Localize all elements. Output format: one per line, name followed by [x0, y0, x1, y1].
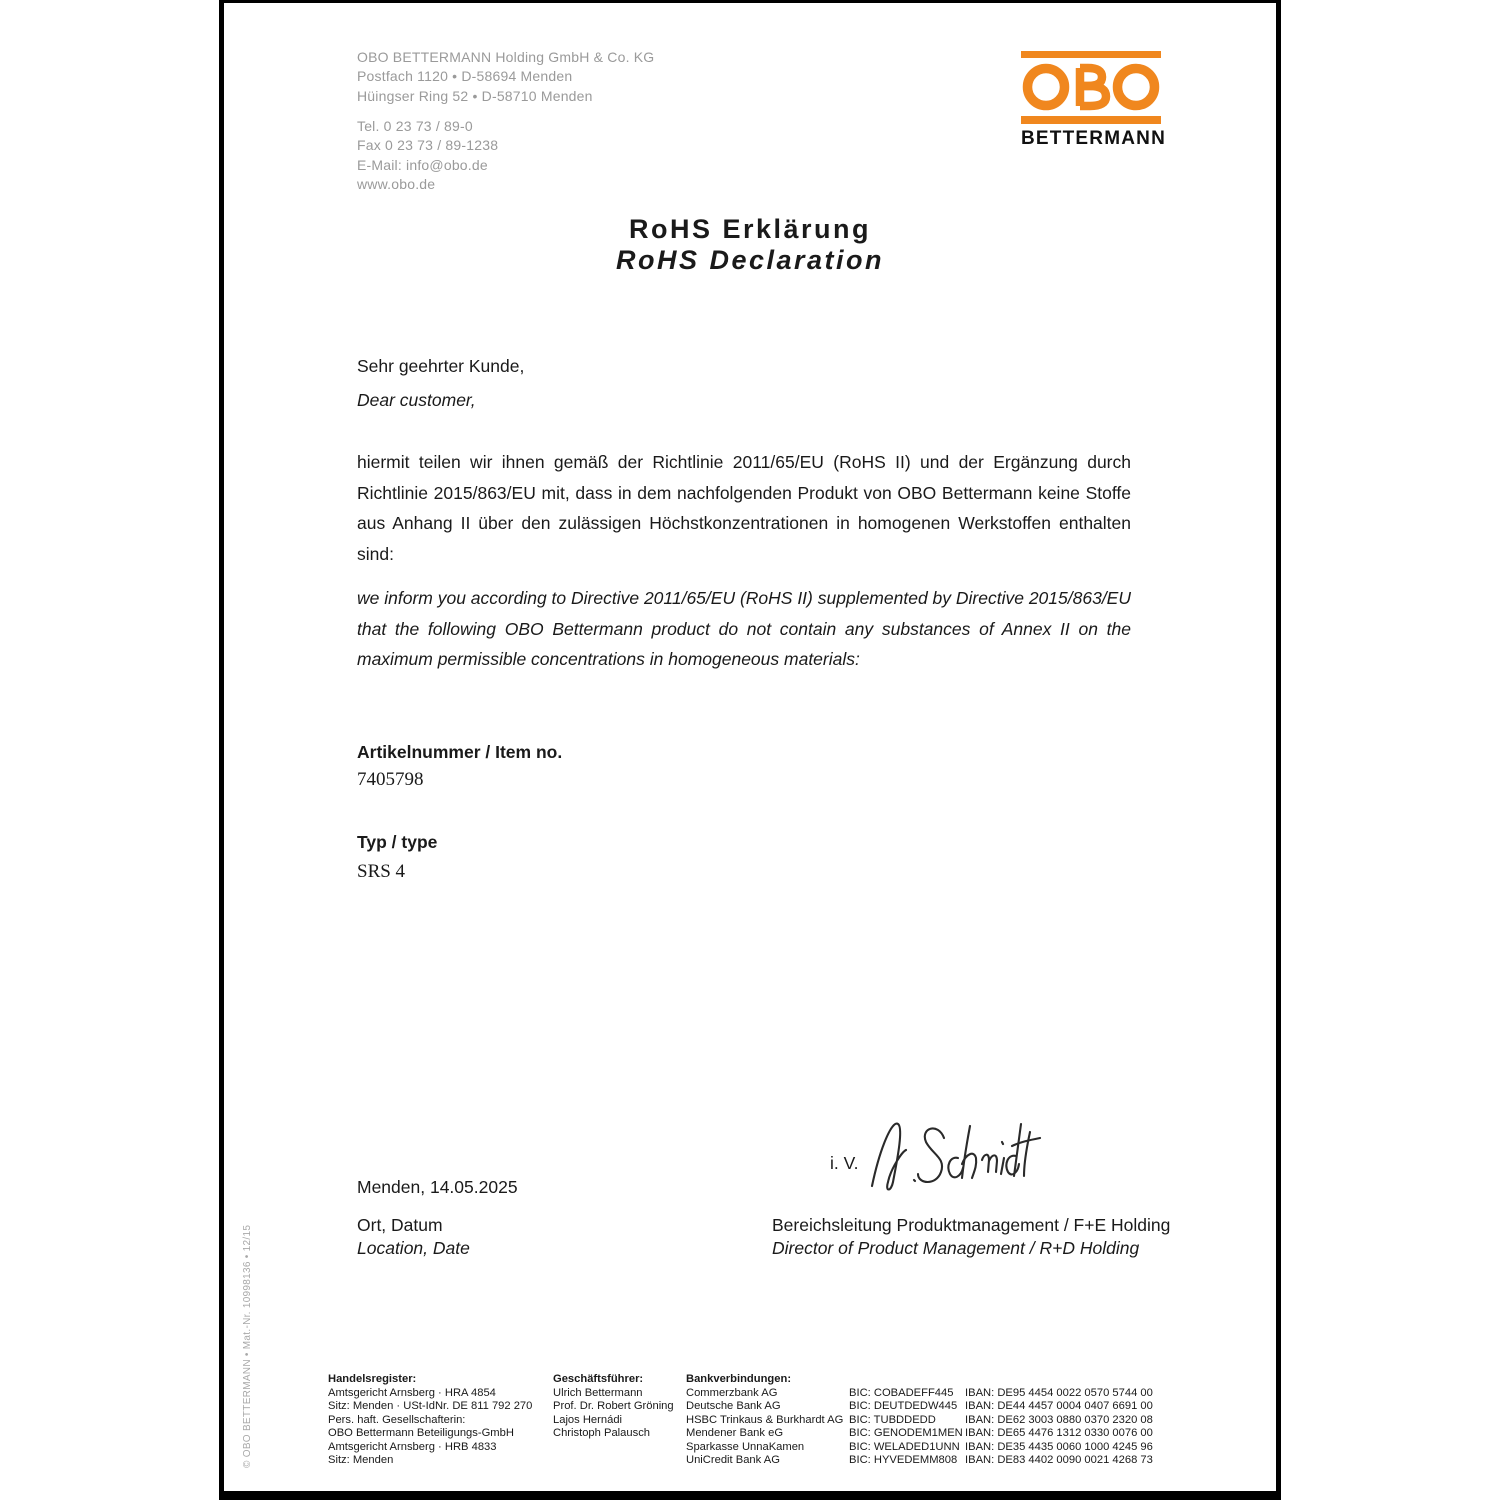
bank-name: Sparkasse UnnaKamen — [686, 1440, 805, 1453]
bank-name: Commerzbank AG — [686, 1386, 778, 1399]
footer-register-line: Amtsgericht Arnsberg · HRA 4854 — [328, 1386, 496, 1399]
title-german: RoHS Erklärung — [628, 214, 872, 244]
phone-line: Tel. 0 23 73 / 89-0 — [357, 118, 473, 134]
salutation-german: Sehr geehrter Kunde, — [357, 356, 525, 376]
signature-prefix: i. V. — [830, 1153, 859, 1173]
place-date-label-german: Ort, Datum — [357, 1215, 443, 1235]
email-line: E-Mail: info@obo.de — [357, 156, 488, 173]
bank-iban: IBAN: DE65 4476 1312 0330 0076 00 — [965, 1427, 1153, 1439]
body-paragraph-german: hiermit teilen wir ihnen gemäß der Richtlinie 2011/65/EU (RoHS II) und der Ergänzung durch Richtlinie 2015/863/EU mit, dass in dem nachfolgenden Produkt von OBO Bettermann keine Stoffe aus Anhang II über den zulässigen Höchstkonzentrationen in homogenen Werkstoffen enthalten sind: — [357, 452, 1131, 564]
sender-contact-block — [357, 117, 498, 194]
bank-bic: BIC: GENODEM1MEN — [849, 1427, 963, 1439]
logo-bottom-bar-icon — [1021, 116, 1161, 124]
title-english: RoHS Declaration — [615, 245, 885, 275]
bank-iban: IBAN: DE35 4435 0060 1000 4245 96 — [965, 1440, 1153, 1453]
handwritten-signature-icon — [858, 1108, 1048, 1208]
body-paragraph-english: we inform you according to Directive 2011/65/EU (RoHS II) supplemented by Directive 2015/863/EU that the following OBO Bettermann product do not contain any substances of Annex II on the maximum permissible concentrations in homogeneous materials: — [357, 588, 1131, 670]
type-value: SRS 4 — [357, 861, 406, 882]
company-logo — [1021, 51, 1166, 150]
logo-company-name: BETTERMANN — [1021, 128, 1166, 149]
footer-register-title: Handelsregister: — [328, 1373, 417, 1385]
signer-role-block — [772, 1214, 1170, 1259]
sender-line: OBO BETTERMANN Holding GmbH & Co. KG — [357, 49, 655, 65]
bank-iban: IBAN: DE95 4454 0022 0570 5744 00 — [965, 1386, 1153, 1399]
bank-bic: BIC: HYVEDEMM808 — [849, 1454, 958, 1466]
footer-bank-name-column — [686, 1373, 843, 1468]
document-reference-note: © OBO BETTERMANN • Mat.-Nr. 10998136 • 12/15 — [242, 1224, 253, 1468]
bank-bic: BIC: WELADED1UNN — [849, 1440, 960, 1453]
footer-register-column — [328, 1373, 532, 1468]
bank-name: UniCredit Bank AG — [686, 1454, 780, 1466]
signer-role-german: Bereichsleitung Produktmanagement / F+E Holding — [772, 1215, 1171, 1235]
footer-register-line: Sitz: Menden — [328, 1454, 394, 1466]
bank-bic: BIC: TUBDDEDD — [849, 1413, 936, 1426]
place-date-labels — [357, 1214, 470, 1259]
footer-register-line: Pers. haft. Gesellschafterin: — [328, 1413, 466, 1426]
place-date-label-english: Location, Date — [357, 1237, 470, 1258]
bank-iban: IBAN: DE44 4457 0004 0407 6691 00 — [965, 1400, 1153, 1412]
bank-name: Mendener Bank eG — [686, 1427, 784, 1439]
article-number-label: Artikelnummer / Item no. — [357, 742, 563, 762]
footer-iban-column — [965, 1387, 1153, 1468]
bank-bic: BIC: COBADEFF445 — [849, 1386, 954, 1399]
footer-register-line: Amtsgericht Arnsberg · HRB 4833 — [328, 1440, 497, 1453]
footer-management-line: Ulrich Bettermann — [553, 1386, 643, 1399]
footer-management-line: Lajos Hernádi — [553, 1413, 623, 1426]
footer-management-title: Geschäftsführer: — [553, 1373, 644, 1385]
bank-name: HSBC Trinkaus & Burkhardt AG — [686, 1413, 844, 1426]
footer-management-line: Prof. Dr. Robert Gröning — [553, 1400, 674, 1412]
signer-role-english: Director of Product Management / R+D Holding — [772, 1237, 1140, 1258]
logo-top-bar-icon — [1021, 51, 1161, 58]
footer-management-column — [553, 1373, 674, 1441]
footer-banking-title: Bankverbindungen: — [686, 1373, 792, 1385]
website-line: www.obo.de — [357, 175, 436, 192]
salutation-english: Dear customer, — [357, 390, 476, 410]
article-number-value: 7405798 — [357, 769, 424, 790]
footer-management-line: Christoph Palausch — [553, 1427, 651, 1439]
sender-line: Postfach 1120 • D-58694 Menden — [357, 68, 573, 85]
footer-register-line: OBO Bettermann Beteiligungs-GmbH — [328, 1427, 514, 1439]
type-label: Typ / type — [357, 832, 438, 852]
fax-line: Fax 0 23 73 / 89-1238 — [357, 137, 499, 154]
bank-bic: BIC: DEUTDEDW445 — [849, 1400, 958, 1412]
bank-name: Deutsche Bank AG — [686, 1400, 781, 1412]
sender-address-block — [357, 48, 654, 106]
obo-wordmark-icon — [1021, 61, 1161, 113]
footer-bic-column — [849, 1387, 963, 1468]
footer-register-line: Sitz: Menden · USt-IdNr. DE 811 792 270 — [328, 1400, 533, 1412]
place-date-value: Menden, 14.05.2025 — [357, 1177, 518, 1197]
sender-line: Hüingser Ring 52 • D-58710 Menden — [357, 87, 593, 104]
bank-iban: IBAN: DE62 3003 0880 0370 2320 08 — [965, 1413, 1153, 1426]
bank-iban: IBAN: DE83 4402 0090 0021 4268 73 — [965, 1454, 1153, 1466]
